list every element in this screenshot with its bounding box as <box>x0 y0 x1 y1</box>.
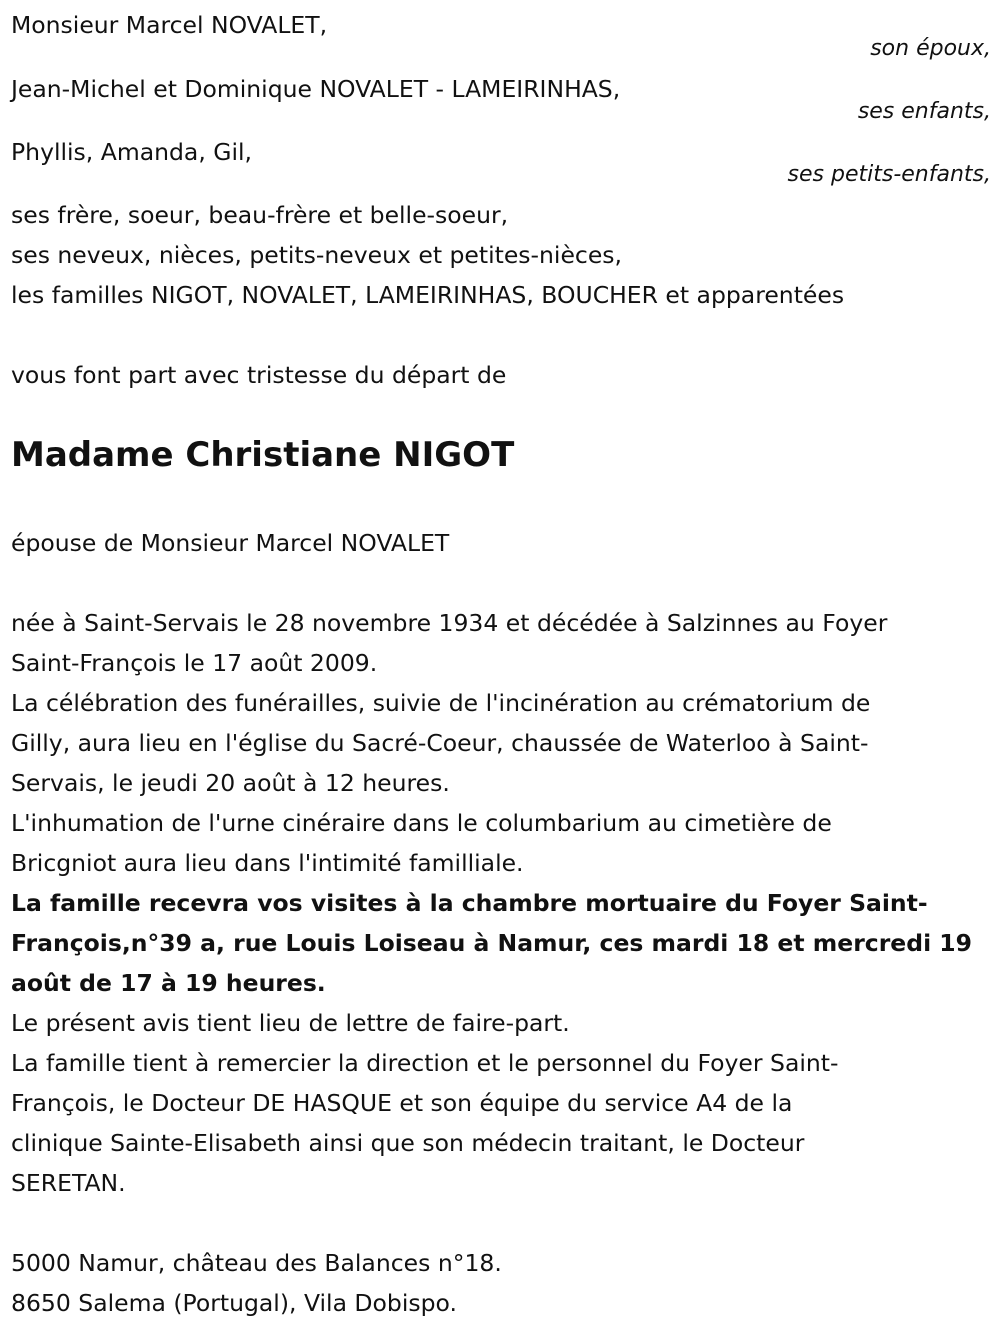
closing-line: clinique Sainte-Elisabeth ainsi que son médecin traitant, le Docteur <box>11 1129 805 1157</box>
body-line: Saint-François le 17 août 2009. <box>11 649 378 677</box>
visits-line: François,n°39 a, rue Louis Loiseau à Namur, ces mardi 18 et mercredi 19 <box>11 929 973 957</box>
body-line: née à Saint-Servais le 28 novembre 1934 et décédée à Salzinnes au Foyer <box>11 609 888 637</box>
family-relation-spouse: son époux, <box>870 36 991 61</box>
body-line: L'inhumation de l'urne cinéraire dans le columbarium au cimetière de <box>11 809 832 837</box>
body-line: Servais, le jeudi 20 août à 12 heures. <box>11 769 450 797</box>
body-line: Bricgniot aura lieu dans l'intimité familliale. <box>11 849 524 877</box>
closing-line: Le présent avis tient lieu de lettre de faire-part. <box>11 1009 570 1037</box>
family-name-grandchildren: Phyllis, Amanda, Gil, <box>11 138 253 166</box>
spouse-line: épouse de Monsieur Marcel NOVALET <box>11 529 450 557</box>
closing-line: La famille tient à remercier la direction et le personnel du Foyer Saint- <box>11 1049 839 1077</box>
family-name-spouse: Monsieur Marcel NOVALET, <box>11 11 328 39</box>
visits-line: août de 17 à 19 heures. <box>11 969 326 997</box>
announcement-text: vous font part avec tristesse du départ de <box>11 361 507 389</box>
body-line: Gilly, aura lieu en l'église du Sacré-Coeur, chaussée de Waterloo à Saint- <box>11 729 869 757</box>
closing-line: SERETAN. <box>11 1169 126 1197</box>
family-relation-grandchildren: ses petits-enfants, <box>787 162 991 187</box>
body-line: La célébration des funérailles, suivie de l'incinération au crématorium de <box>11 689 871 717</box>
relatives-line: ses neveux, nièces, petits-neveux et petites-nièces, <box>11 241 622 269</box>
relatives-line: les familles NIGOT, NOVALET, LAMEIRINHAS, BOUCHER et apparentées <box>11 281 845 309</box>
address-line: 5000 Namur, château des Balances n°18. <box>11 1249 502 1277</box>
closing-line: François, le Docteur DE HASQUE et son équipe du service A4 de la <box>11 1089 793 1117</box>
family-relation-children: ses enfants, <box>857 99 991 124</box>
deceased-name: Madame Christiane NIGOT <box>11 435 515 475</box>
visits-line: La famille recevra vos visites à la chambre mortuaire du Foyer Saint- <box>11 889 928 917</box>
relatives-line: ses frère, soeur, beau-frère et belle-soeur, <box>11 201 509 229</box>
address-line: 8650 Salema (Portugal), Vila Dobispo. <box>11 1289 457 1317</box>
family-name-children: Jean-Michel et Dominique NOVALET - LAMEIRINHAS, <box>11 75 621 103</box>
